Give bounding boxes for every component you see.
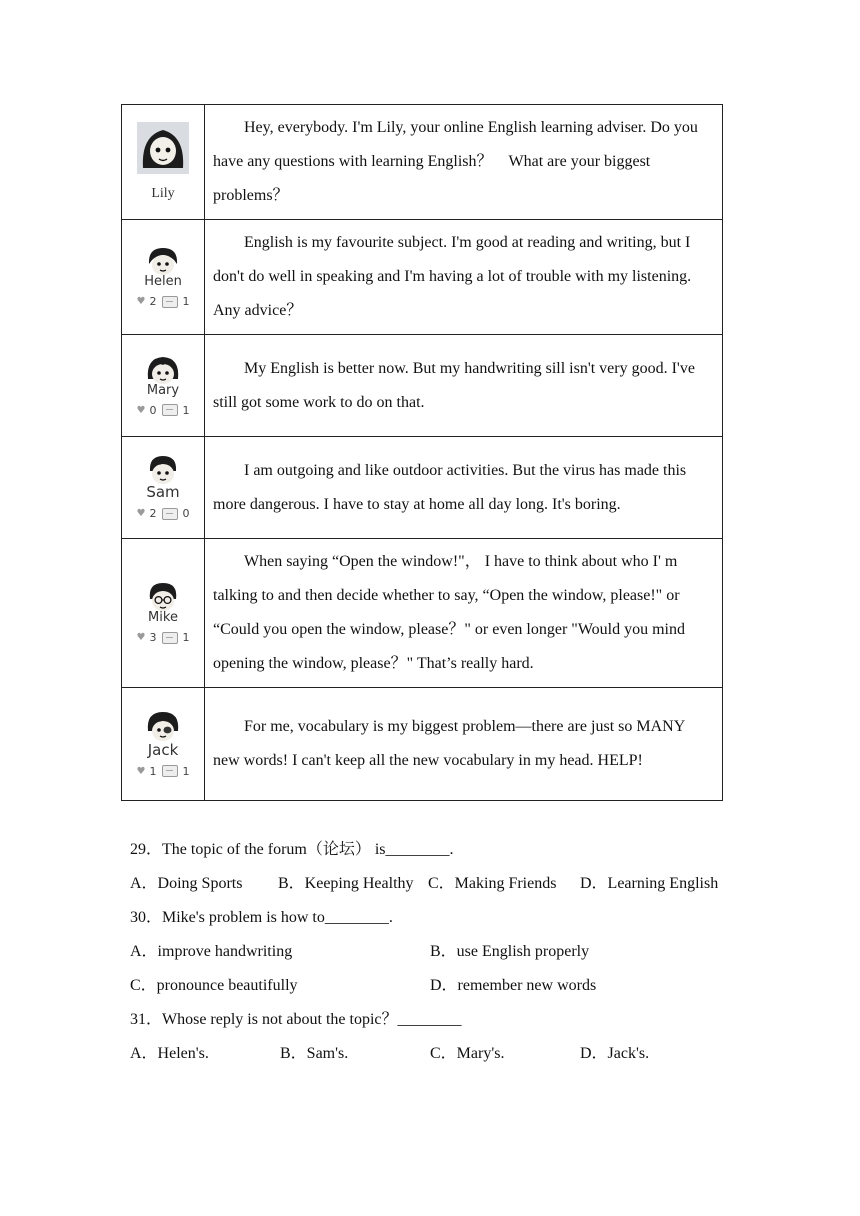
post-text: Hey, everybody. I'm Lily, your online English learning adviser. Do you have any questions with learning English？ What are your biggest problems？: [213, 119, 698, 204]
avatar-cell: [122, 335, 205, 437]
post-row-helen: [122, 220, 723, 335]
post-row-jack: [122, 688, 723, 801]
username: Lily: [151, 186, 175, 201]
comment-icon: [162, 404, 178, 416]
comment-icon: [162, 296, 178, 308]
like-count: 2: [149, 295, 157, 308]
question-options: [130, 969, 750, 1003]
option-c: C．Mary's.: [430, 1045, 505, 1062]
option-d: D．Learning English: [580, 875, 719, 892]
post-text-cell: [205, 437, 723, 539]
option-b: B．use English properly: [430, 943, 590, 960]
comment-count: 1: [182, 403, 190, 417]
forum-table: [121, 104, 723, 801]
post-stats: [137, 295, 190, 308]
post-text: English is my favourite subject. I'm good at reading and writing, but I don't do well in speaking and I'm having a lot of trouble with my listening. Any advice？: [213, 234, 692, 319]
post-stats: [137, 765, 190, 778]
post-text-cell: [205, 688, 723, 801]
question-stem: 31．Whose reply is not about the topic？________: [130, 1011, 462, 1028]
heart-icon: ♥: [136, 404, 146, 416]
question-options: [130, 867, 750, 901]
jack-avatar: [145, 711, 181, 743]
username: Helen: [144, 274, 182, 289]
heart-icon: ♥: [136, 296, 146, 307]
post-text-cell: [205, 105, 723, 220]
post-text-cell: [205, 539, 723, 688]
option-d: D．remember new words: [430, 977, 597, 994]
post-stats: [137, 507, 190, 520]
post-text: My English is better now. But my handwriting sill isn't very good. I've still got some work to do on that.: [213, 359, 695, 411]
question-stem: 29．The topic of the forum（论坛） is________.: [130, 841, 454, 858]
heart-icon: ♥: [136, 632, 146, 643]
avatar-cell: [122, 688, 205, 801]
helen-avatar: [146, 246, 180, 276]
option-c: C．Making Friends: [428, 875, 557, 892]
post-text: For me, vocabulary is my biggest problem—there are just so MANY new words! I can't keep all the new vocabulary in my head. HELP!: [213, 718, 685, 769]
comment-count: 1: [182, 764, 190, 778]
comment-count: 1: [182, 295, 190, 308]
option-c: C．pronounce beautifully: [130, 977, 298, 994]
post-row-mike: [122, 539, 723, 688]
comment-icon: [162, 765, 178, 777]
comment-icon: [162, 508, 178, 520]
like-count: 2: [149, 507, 157, 520]
option-a: A．improve handwriting: [130, 943, 293, 960]
questions-section: [130, 833, 750, 1071]
post-text-cell: [205, 335, 723, 437]
username: Sam: [146, 483, 180, 501]
option-d: D．Jack's.: [580, 1045, 650, 1062]
comment-icon: [162, 632, 178, 644]
mary-avatar: [146, 355, 180, 385]
question-options: [130, 1037, 750, 1071]
comment-count: 1: [182, 631, 190, 644]
option-b: B．Keeping Healthy: [278, 875, 414, 892]
avatar-cell: [122, 105, 205, 220]
post-text-cell: [205, 220, 723, 335]
username: Mary: [146, 382, 180, 398]
post-row-sam: [122, 437, 723, 539]
like-count: 1: [149, 764, 157, 778]
post-row-mary: [122, 335, 723, 437]
option-a: A．Helen's.: [130, 1045, 209, 1062]
option-a: A．Doing Sports: [130, 875, 243, 892]
like-count: 3: [149, 631, 157, 644]
avatar-cell: [122, 220, 205, 335]
heart-icon: ♥: [136, 508, 146, 519]
question-stem: 30．Mike's problem is how to________.: [130, 909, 393, 926]
comment-count: 0: [182, 507, 190, 520]
avatar-cell: [122, 539, 205, 688]
like-count: 0: [149, 403, 157, 417]
post-text: When saying “Open the window!"， I have to think about who I' m talking to and then decide whether to say, “Open the window, please!" or “Could you open the window, please？" or even longer "Would you mind opening the window, please？" That’s really hard.: [213, 553, 685, 672]
avatar-cell: [122, 437, 205, 539]
post-stats: [137, 631, 190, 644]
post-text: I am outgoing and like outdoor activities. But the virus has made this more dangerous. I have to stay at home all day long. It's boring.: [213, 461, 687, 513]
sam-avatar: [146, 455, 180, 485]
mike-avatar: [146, 582, 180, 612]
heart-icon: ♥: [136, 765, 146, 777]
username: Jack: [147, 740, 179, 759]
question-options: [130, 935, 750, 969]
post-row-lily: [122, 105, 723, 220]
post-stats: [137, 404, 190, 417]
lily-avatar: [137, 122, 189, 174]
option-b: B．Sam's.: [280, 1045, 349, 1062]
username: Mike: [148, 610, 178, 625]
